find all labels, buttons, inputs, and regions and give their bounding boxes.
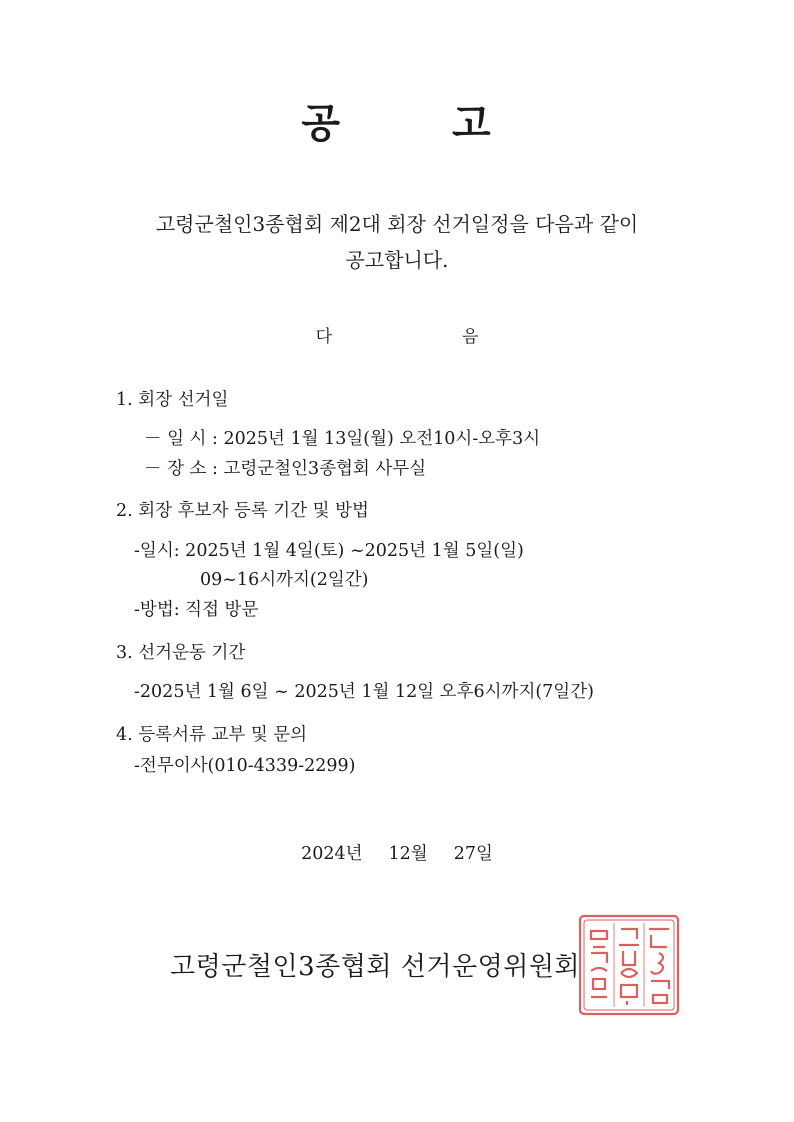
section-1-item-datetime: － 일 시 : 2025년 1월 13일(월) 오전10시-오후3시 <box>144 429 541 449</box>
following-heading <box>0 322 794 347</box>
date-day: 27일 <box>453 844 493 864</box>
intro-paragraph <box>60 206 734 278</box>
section-3-item-period: -2025년 1월 6일 ~ 2025년 1월 12일 오후6시까지(7일간) <box>134 682 594 702</box>
seal-stamp-graphic <box>577 913 681 1017</box>
section-1-item-place: － 장 소 : 고령군철인3종협회 사무실 <box>144 459 427 479</box>
date-year: 2024년 <box>301 844 363 864</box>
section-2-item-method: -방법: 직접 방문 <box>134 600 259 620</box>
section-4-heading: 4. 등록서류 교부 및 문의 <box>116 725 308 745</box>
official-seal-stamp <box>577 913 681 1017</box>
section-2-item-hours: 09~16시까지(2일간) <box>200 570 369 590</box>
section-3-heading: 3. 선거운동 기간 <box>116 643 246 663</box>
intro-line-1: 고령군철인3종협회 제2대 회장 선거일정을 다음과 같이 <box>155 212 639 236</box>
intro-line-2: 공고합니다. <box>345 248 449 272</box>
section-2-heading: 2. 회장 후보자 등록 기간 및 방법 <box>116 501 369 521</box>
title-char-left: 공 <box>301 100 342 147</box>
section-4-item-contact: -전무이사(010-4339-2299) <box>134 756 356 776</box>
title-char-right: 고 <box>452 100 493 147</box>
section-1-heading: 1. 회장 선거일 <box>116 390 229 410</box>
organization-name: 고령군철인3종협회 선거운영위원회 <box>170 952 581 982</box>
following-char-right: 음 <box>462 327 479 347</box>
notice-date <box>0 840 794 865</box>
following-char-left: 다 <box>315 327 332 347</box>
section-2-item-dates: -일시: 2025년 1월 4일(토) ~2025년 1월 5일(일) <box>134 541 524 561</box>
notice-title <box>0 92 794 149</box>
date-month: 12월 <box>388 844 428 864</box>
